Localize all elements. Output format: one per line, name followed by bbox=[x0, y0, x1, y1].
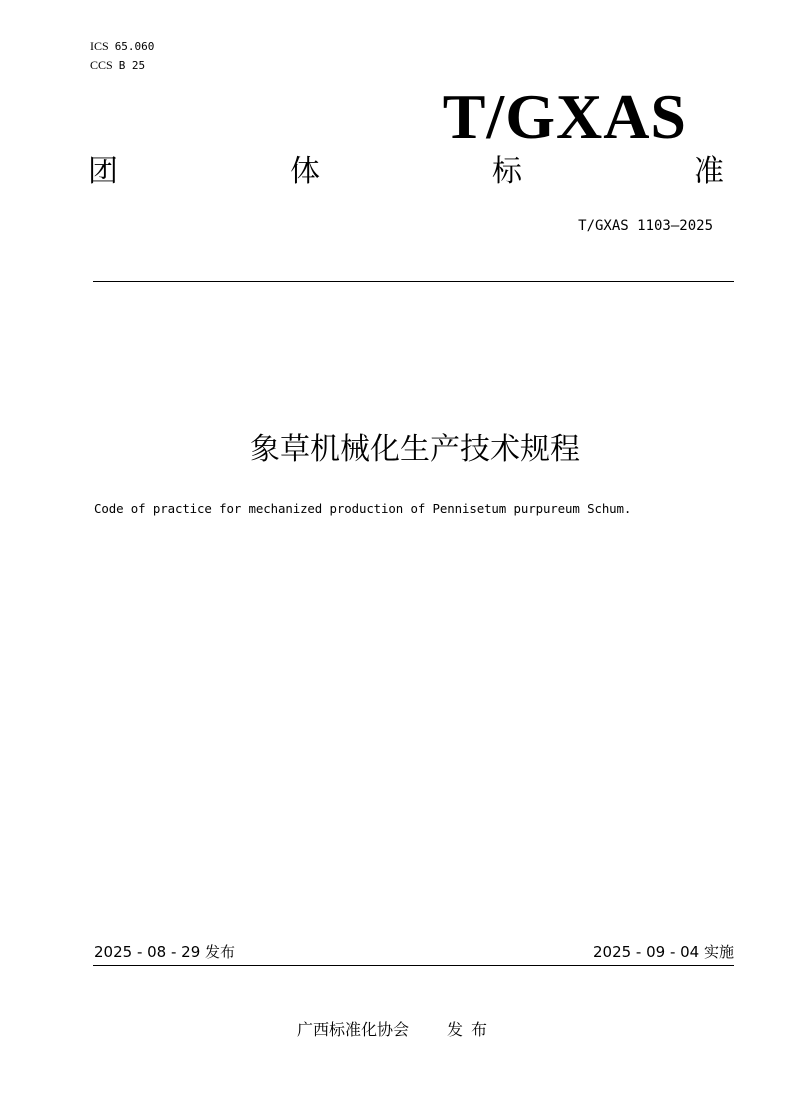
publisher-line bbox=[297, 1019, 495, 1041]
publisher-name: 广西标准化协会 bbox=[297, 1020, 410, 1039]
standard-brand-mark: T/GXAS bbox=[442, 81, 687, 152]
standard-type-char-4: 准 bbox=[694, 154, 724, 189]
standard-type-heading bbox=[88, 154, 728, 194]
effective-date: 2025 - 09 - 04 实施 bbox=[592, 943, 734, 961]
ics-label: ICS bbox=[90, 39, 109, 53]
ics-code: 65.060 bbox=[114, 40, 155, 53]
bottom-divider bbox=[93, 965, 734, 966]
standard-type-char-1: 团 bbox=[88, 154, 118, 189]
top-divider bbox=[93, 281, 734, 282]
ccs-classification bbox=[90, 58, 145, 73]
ccs-code: B 25 bbox=[118, 59, 146, 72]
standard-type-char-3: 标 bbox=[492, 154, 522, 189]
standard-number: T/GXAS 1103—2025 bbox=[578, 218, 713, 234]
issue-date: 2025 - 08 - 29 发布 bbox=[94, 943, 236, 961]
publisher-action: 发布 bbox=[447, 1020, 496, 1039]
document-title-english: Code of practice for mechanized production of Pennisetum purpureum Schum. bbox=[94, 501, 632, 516]
standard-type-char-2: 体 bbox=[290, 154, 320, 189]
ccs-label: CCS bbox=[90, 58, 113, 72]
ics-classification bbox=[90, 39, 154, 54]
document-title-chinese: 象草机械化生产技术规程 bbox=[250, 432, 580, 467]
